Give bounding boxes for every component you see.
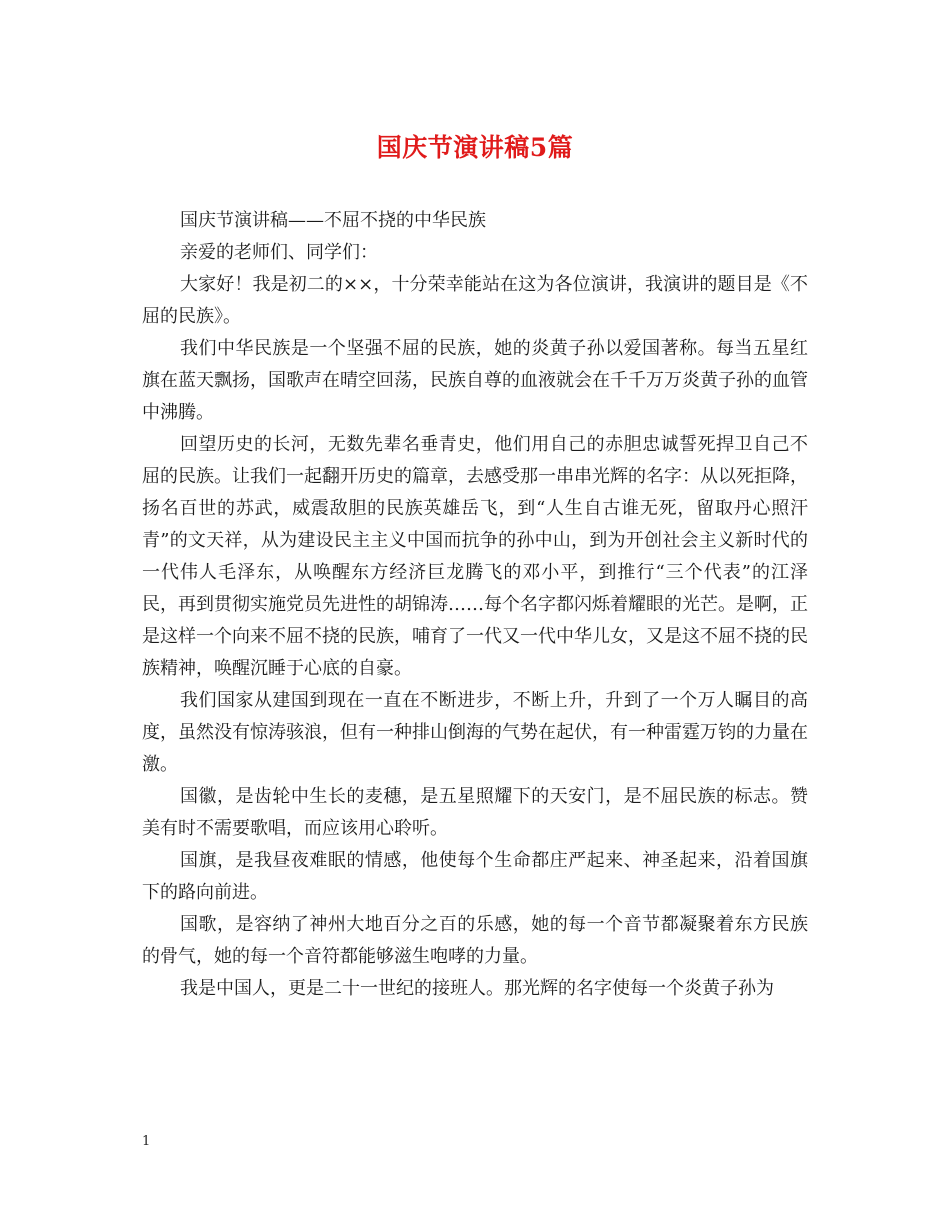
paragraph: 国歌，是容纳了神州大地百分之百的乐感，她的每一个音节都凝聚着东方民族的骨气，她的每一个音符都能够滋生咆哮的力量。	[142, 914, 808, 967]
paragraph: 我们国家从建国到现在一直在不断进步，不断上升，升到了一个万人瞩目的高度，虽然没有惊涛骇浪，但有一种排山倒海的气势在起伏，有一种雷霆万钧的力量在激。	[142, 690, 808, 775]
paragraph: 国旗，是我昼夜难眠的情感，他使每个生命都庄严起来、神圣起来，沿着国旗下的路向前进。	[142, 850, 808, 903]
document-body	[142, 205, 808, 1005]
paragraph: 大家好！我是初二的××，十分荣幸能站在这为各位演讲，我演讲的题目是《不屈的民族》。	[142, 274, 808, 327]
paragraph-subtitle: 国庆节演讲稿——不屈不挠的中华民族	[180, 210, 486, 231]
paragraph: 我是中国人，更是二十一世纪的接班人。那光辉的名字使每一个炎黄子孙为	[180, 978, 774, 999]
paragraph: 国徽，是齿轮中生长的麦穗，是五星照耀下的天安门，是不屈民族的标志。赞美有时不需要歌唱，而应该用心聆听。	[142, 786, 808, 839]
paragraph-salutation: 亲爱的老师们、同学们：	[180, 242, 378, 263]
page-number: 1	[142, 1134, 151, 1149]
document-title: 国庆节演讲稿5篇	[376, 133, 574, 162]
paragraph: 我们中华民族是一个坚强不屈的民族，她的炎黄子孙以爱国著称。每当五星红旗在蓝天飘扬，国歌声在晴空回荡，民族自尊的血液就会在千千万万炎黄子孙的血管中沸腾。	[142, 338, 808, 423]
paragraph: 回望历史的长河，无数先辈名垂青史，他们用自己的赤胆忠诚誓死捍卫自己不屈的民族。让我们一起翻开历史的篇章，去感受那一串串光辉的名字：从以死拒降，扬名百世的苏武，威震敌胆的民族英雄岳飞，到“人生自古谁无死，留取丹心照汗青”的文天祥，从为建设民主主义中国而抗争的孙中山，到为开创社会主义新时代的一代伟人毛泽东，从唤醒东方经济巨龙腾飞的邓小平，到推行“三个代表”的江泽民，再到贯彻实施党员先进性的胡锦涛……每个名字都闪烁着耀眼的光芒。是啊，正是这样一个向来不屈不挠的民族，哺育了一代又一代中华儿女，又是这不屈不挠的民族精神，唤醒沉睡于心底的自豪。	[142, 434, 808, 679]
